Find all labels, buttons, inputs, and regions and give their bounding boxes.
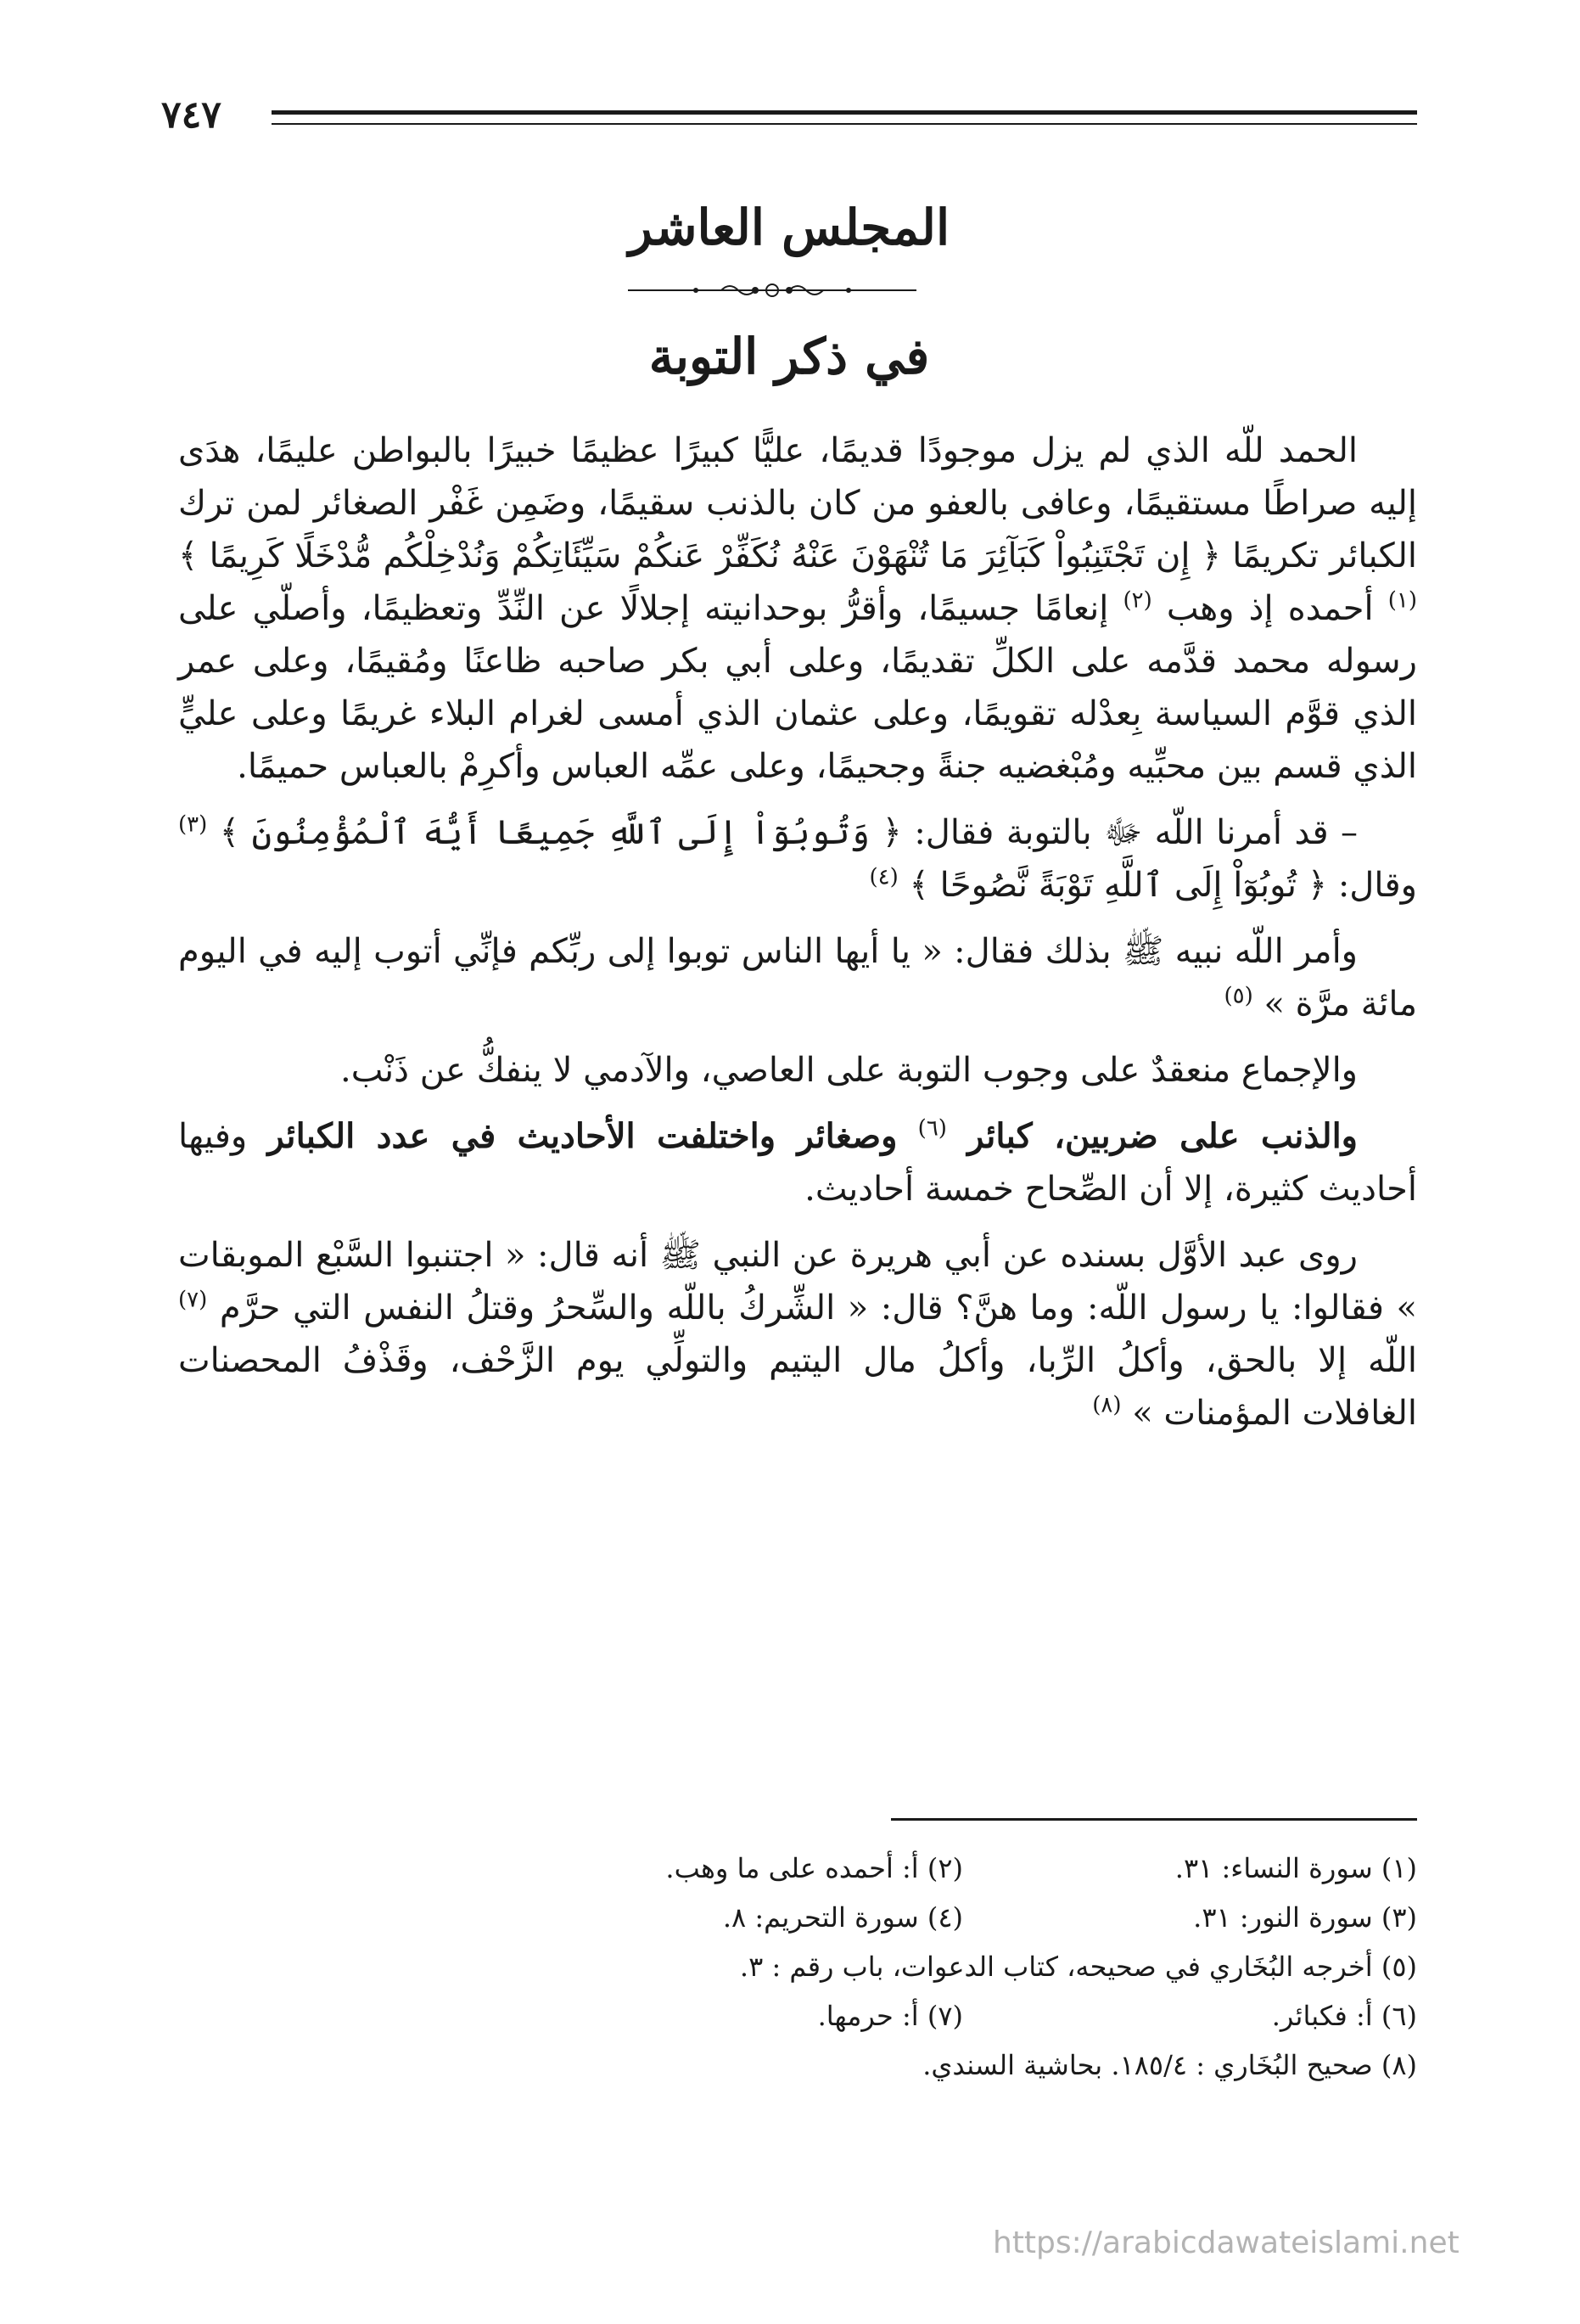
footnote-row — [509, 1942, 1417, 1991]
seven-sins-text: روى عبد الأوَّل بسنده عن أبي هريرة عن النبي ﷺ أنه قال: « اجتنبوا السَّبْع الموبقات » فقالوا: يا رسول اللّه: وما هنَّ؟ قال: « الشِّركُ باللّه والسِّحرُ وقتلُ النفس التي حرَّم — [178, 1236, 1418, 1328]
footnote-ref-5[interactable]: (٥) — [1224, 983, 1253, 1009]
command-text-2: وقال: — [1337, 866, 1417, 905]
header-rule — [272, 110, 1417, 125]
sin-types-text: وفيها أحاديث كثيرة، إلا أن الصِّحاح خمسة أحاديث. — [178, 1117, 1417, 1209]
main-body — [178, 424, 1417, 1453]
footnote-5: (٥) أخرجه البُخَاري في صحيحه، كتاب الدعوات، باب رقم : ٣. — [739, 1951, 1417, 1983]
footnote-8: (٨) صحيح البُخَاري : ١٨٥/٤. بحاشية السندي. — [922, 2049, 1417, 2081]
footnote-7: (٧) أ: حرمها. — [817, 2000, 963, 2032]
footnote-separator — [891, 1818, 1417, 1821]
command-text: – قد أمرنا اللّه ﷻ بالتوبة فقال: — [914, 813, 1358, 852]
opening-text-3: إنعامًا جسيمًا، وأقرُّ بوحدانيته إجلالًا عن النِّدِّ وتعظيمًا، وأصلّي على رسوله محمد قدَّمه على الكلِّ تقديمًا، وعلى أبي بكر صاحبه ظاعنًا ومُقيمًا، وعلى عمر الذي قوَّم السياسة بِعدْله تقويمًا، وعلى عثمان الذي أمسى لغرام البلاء غريمًا وعلى عليٍّ الذي قسم بين محبِّيه ومُبْغضيه جنةً وجحيمًا، وعلى عمِّه العباس وأكرِمْ بالعباس حميمًا. — [178, 589, 1417, 786]
title-ornament — [628, 280, 916, 300]
footnote-ref-8[interactable]: (٨) — [1092, 1392, 1122, 1418]
sin-types-heading-2: وصغائر واختلفت الأحاديث في عدد الكبائر — [267, 1116, 898, 1156]
seven-sins-text-2: اللّه إلا بالحق، وأكلُ الرِّبا، وأكلُ مال اليتيم والتولِّي يوم الزَّحْف، وقَذْفُ المحصنات الغافلات المؤمنات » — [178, 1341, 1417, 1433]
page-number: ٧٤٧ — [161, 93, 221, 137]
paragraph-repentance-command — [178, 806, 1417, 912]
footnotes — [509, 1844, 1417, 2090]
footnote-ref-7[interactable]: (٧) — [178, 1287, 208, 1313]
footnote-ref-4[interactable]: (٤) — [869, 864, 899, 890]
opening-text-2: أحمده إذ وهب — [1166, 589, 1374, 628]
footnote-row — [509, 1844, 1417, 1893]
paragraph-sin-types — [178, 1110, 1417, 1215]
opening-text: الحمد للّه الذي لم يزل موجودًا قديمًا، عليًّا كبيرًا عظيمًا خبيرًا بالبواطن عليمًا، هدَى إليه صراطًا مستقيمًا، وعافى بالعفو من كان بالذنب سقيمًا، وضَمِن غَفْر الصغائر لمن ترك الكبائر تكريمًا — [178, 431, 1418, 575]
footnote-2: (٢) أ: أحمده على ما وهب. — [665, 1852, 963, 1884]
paragraph-consensus: والإجماع منعقدٌ على وجوب التوبة على العاصي، والآدمي لا ينفكُّ عن ذَنْب. — [340, 1051, 1358, 1090]
watermark-url: https://arabicdawateislami.net — [993, 2226, 1460, 2260]
chapter-subtitle: في ذكر التوبة — [648, 328, 930, 385]
footnote-1: (١) سورة النساء: ٣١. — [1174, 1852, 1417, 1884]
paragraph-seven-sins — [178, 1229, 1417, 1440]
quran-verse-tahrim: ﴿ تُوبُوٓاْ إِلَى ٱللَّهِ تَوْبَةً نَّصُوحًا ﴾ — [909, 866, 1328, 905]
paragraph-prophet-command — [178, 925, 1417, 1030]
footnote-6: (٦) أ: فكبائر. — [1271, 2000, 1417, 2032]
footnote-ref-3[interactable]: (٣) — [178, 811, 208, 838]
quran-verse-nur: ﴿ وَتُوبُوٓاْ إِلَى ٱللَّهِ جَمِيعًا أَيُّهَ ٱلْمُؤْمِنُونَ ﴾ — [219, 813, 902, 852]
sin-types-heading: والذنب على ضربين، كبائر — [967, 1116, 1359, 1156]
page-header — [161, 92, 1417, 139]
footnote-ref-2[interactable]: (٢) — [1123, 587, 1152, 614]
chapter-title: المجلس العاشر — [628, 199, 950, 256]
footnote-4: (٤) سورة التحريم: ٨. — [722, 1901, 963, 1934]
footnote-row — [509, 1991, 1417, 2041]
footnote-3: (٣) سورة النور: ٣١. — [1193, 1901, 1417, 1934]
footnote-row — [509, 2041, 1417, 2090]
footnote-ref-1[interactable]: (١) — [1387, 587, 1418, 614]
hadith-text: وأمر اللّه نبيه ﷺ بذلك فقال: « يا أيها الناس توبوا إلى ربِّكم فإنِّي أتوب إليه في اليوم مائة مرَّة » — [178, 932, 1417, 1024]
paragraph-opening — [178, 424, 1417, 793]
footnote-ref-6[interactable]: (٦) — [917, 1115, 947, 1142]
footnote-row — [509, 1893, 1417, 1942]
quran-verse-nisa: ﴿ إِن تَجْتَنِبُواْ كَبَآئِرَ مَا تُنْهَوْنَ عَنْهُ نُكَفِّرْ عَنكُمْ سَيِّئَاتِكُمْ وَنُدْخِلْكُم مُّدْخَلًا كَرِيمًا ﴾ — [178, 536, 1222, 575]
